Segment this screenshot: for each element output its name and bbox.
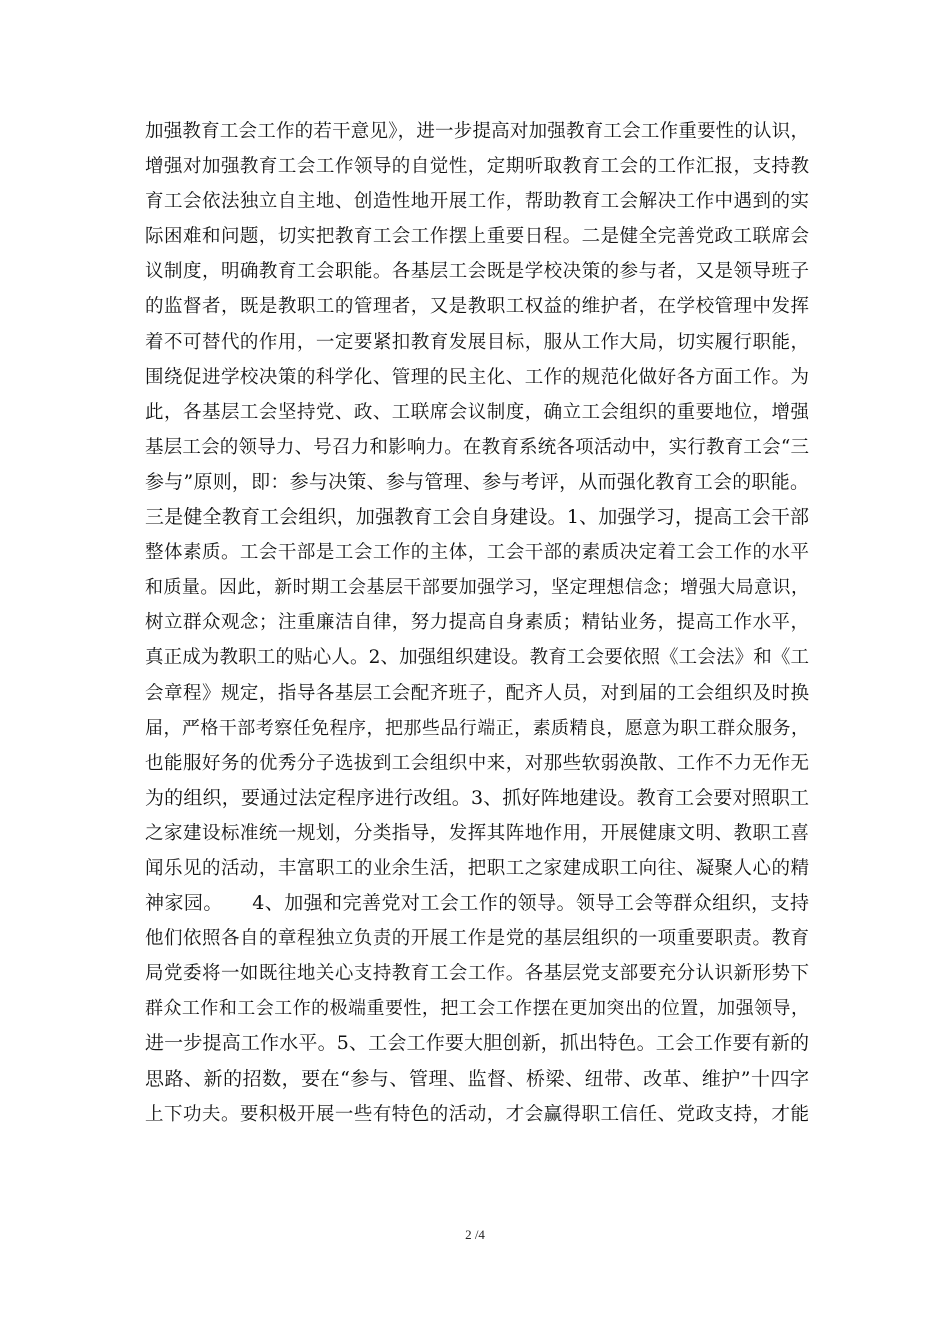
text-line: 群众工作和工会工作的极端重要性，把工会工作摆在更加突出的位置，加强领导， — [145, 998, 809, 1020]
text-line: 会章程》规定，指导各基层工会配齐班子，配齐人员，对到届的工会组织及时换 — [145, 682, 809, 704]
text-line: 育工会依法独立自主地、创造性地开展工作，帮助教育工会解决工作中遇到的实 — [145, 191, 809, 213]
text-line: 闻乐见的活动，丰富职工的业余生活，把职工之家建成职工向往、凝聚人心的精 — [145, 857, 809, 879]
text-line: 局党委将一如既往地关心支持教育工会工作。各基层党支部要充分认识新形势下 — [145, 963, 809, 985]
text-line: 和质量。因此，新时期工会基层干部要加强学习，坚定理想信念；增强大局意识， — [145, 577, 809, 599]
text-line: 参与”原则，即：参与决策、参与管理、参与考评，从而强化教育工会的职能。 — [145, 470, 809, 493]
text-line: 议制度，明确教育工会职能。各基层工会既是学校决策的参与者，又是领导班子 — [145, 261, 809, 283]
text-line: 加强教育工会工作的若干意见》，进一步提高对加强教育工会工作重要性的认识， — [145, 121, 809, 142]
text-line: 着不可替代的作用，一定要紧扣教育发展目标，服从工作大局，切实履行职能， — [145, 331, 809, 353]
text-line: 围绕促进学校决策的科学化、管理的民主化、工作的规范化做好各方面工作。为 — [145, 366, 809, 388]
text-line: 他们依照各自的章程独立负责的开展工作是党的基层组织的一项重要职责。教育 — [145, 928, 809, 950]
text-line: 整体素质。工会干部是工会工作的主体，工会干部的素质决定着工会工作的水平 — [145, 542, 809, 564]
text-line: 的监督者，既是教职工的管理者，又是教职工权益的维护者，在学校管理中发挥 — [145, 296, 809, 318]
text-line: 进一步提高工作水平。5、工会工作要大胆创新，抓出特色。工会工作要有新的 — [145, 1032, 809, 1055]
text-line: 三是健全教育工会组织，加强教育工会自身建设。1、加强学习，提高工会干部 — [145, 506, 809, 529]
text-line: 也能服好务的优秀分子选拔到工会组织中来，对那些软弱涣散、工作不力无作无 — [145, 752, 809, 774]
text-line: 树立群众观念；注重廉洁自律，努力提高自身素质；精钻业务，提高工作水平， — [145, 612, 809, 634]
text-line: 神家园。 4、加强和完善党对工会工作的领导。领导工会等群众组织，支持 — [145, 892, 809, 915]
text-line: 为的组织，要通过法定程序进行改组。3、抓好阵地建设。教育工会要对照职工 — [145, 786, 809, 809]
text-line: 上下功夫。要积极开展一些有特色的活动，才会赢得职工信任、党政支持，才能 — [145, 1103, 809, 1125]
text-line: 届，严格干部考察任免程序，把那些品行端正，素质精良，愿意为职工群众服务， — [145, 717, 809, 739]
page-number: 2 /4 — [465, 1227, 485, 1242]
text-line: 此，各基层工会坚持党、政、工联席会议制度，确立工会组织的重要地位，增强 — [145, 401, 809, 423]
text-line: 基层工会的领导力、号召力和影响力。在教育系统各项活动中，实行教育工会“三 — [145, 436, 809, 458]
text-line: 真正成为教职工的贴心人。2、加强组织建设。教育工会要依照《工会法》和《工 — [145, 647, 809, 669]
text-line: 思路、新的招数，要在“参与、管理、监督、桥梁、纽带、改革、维护”十四字 — [145, 1067, 809, 1090]
text-line: 之家建设标准统一规划，分类指导，发挥其阵地作用，开展健康文明、教职工喜 — [145, 822, 809, 844]
body-text — [145, 114, 809, 1132]
text-line: 增强对加强教育工会工作领导的自觉性，定期听取教育工会的工作汇报，支持教 — [145, 156, 809, 178]
text-line: 际困难和问题，切实把教育工会工作摆上重要日程。二是健全完善党政工联席会 — [145, 226, 809, 248]
